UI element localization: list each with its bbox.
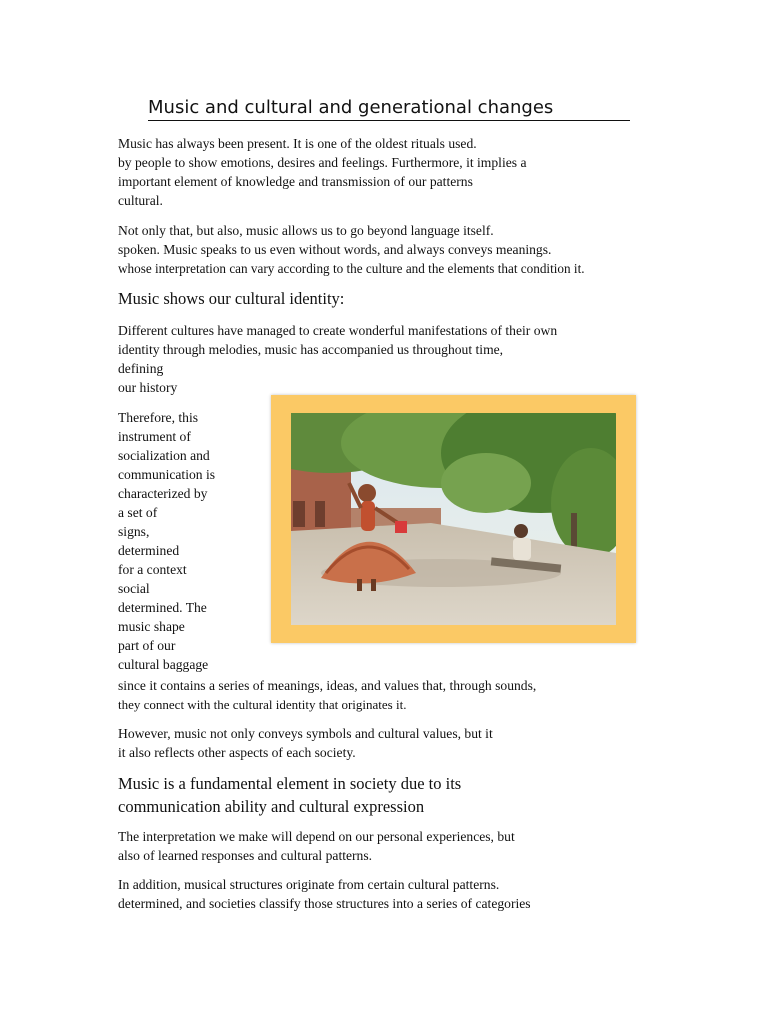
- intro-paragraph: [118, 134, 527, 210]
- heading-fundamental-element: Music is a fundamental element in society due to its communication ability and cultural expression: [118, 774, 462, 816]
- text-line: a set of: [118, 505, 158, 520]
- text-line: since it contains a series of meanings, ideas, and values that, through sounds,: [118, 678, 537, 693]
- text-line: spoken. Music speaks to us even without words, and always conveys meanings.: [118, 242, 552, 257]
- text-line: it also reflects other aspects of each society.: [118, 745, 356, 760]
- text-line: The interpretation we make will depend on our personal experiences, but: [118, 829, 515, 844]
- text-line: our history: [118, 380, 178, 395]
- text-line: whose interpretation can vary according to the culture and the elements that condition it.: [118, 261, 585, 276]
- text-line: music shape: [118, 619, 185, 634]
- text-line: defining: [118, 361, 164, 376]
- text-line: signs,: [118, 524, 150, 539]
- text-line: also of learned responses and cultural patterns.: [118, 848, 373, 863]
- wrap-continuation-paragraph: [118, 676, 536, 714]
- text-line: Therefore, this: [118, 410, 199, 425]
- text-line: instrument of: [118, 429, 191, 444]
- identity-paragraph: [118, 321, 557, 397]
- document-title: Music and cultural and generational changes: [148, 96, 630, 121]
- language-paragraph: [118, 221, 585, 278]
- text-line: Not only that, but also, music allows us to go beyond language itself.: [118, 223, 494, 238]
- text-line: characterized by: [118, 486, 208, 501]
- text-line: determined: [118, 543, 180, 558]
- text-line: socialization and: [118, 448, 210, 463]
- text-line: cultural.: [118, 193, 163, 208]
- text-line: important element of knowledge and transmission of our patterns: [118, 174, 473, 189]
- symbols-paragraph: [118, 724, 493, 762]
- text-line: for a context: [118, 562, 187, 577]
- text-line: determined, and societies classify those structures into a series of categories: [118, 896, 531, 911]
- text-line: cultural baggage: [118, 657, 209, 672]
- text-line: Music has always been present. It is one of the oldest rituals used.: [118, 136, 477, 151]
- text-line: However, music not only conveys symbols and cultural values, but it: [118, 726, 493, 741]
- text-line: identity through melodies, music has accompanied us throughout time,: [118, 342, 504, 357]
- text-line: determined. The: [118, 600, 207, 615]
- text-line: social: [118, 581, 150, 596]
- interpretation-paragraph: [118, 827, 515, 865]
- text-line: Different cultures have managed to create wonderful manifestations of their own: [118, 323, 558, 338]
- text-line: by people to show emotions, desires and feelings. Furthermore, it implies a: [118, 155, 527, 170]
- text-line: part of our: [118, 638, 176, 653]
- dancer-and-musician-photo: [291, 413, 616, 625]
- text-line: they connect with the cultural identity that originates it.: [118, 697, 407, 712]
- text-line: communication is: [118, 467, 216, 482]
- text-line: In addition, musical structures originate from certain cultural patterns.: [118, 877, 500, 892]
- heading-cultural-identity: Music shows our cultural identity:: [118, 289, 345, 308]
- structures-paragraph: [118, 875, 531, 913]
- photo-frame: [271, 395, 636, 643]
- wrapped-column-text: [118, 408, 215, 674]
